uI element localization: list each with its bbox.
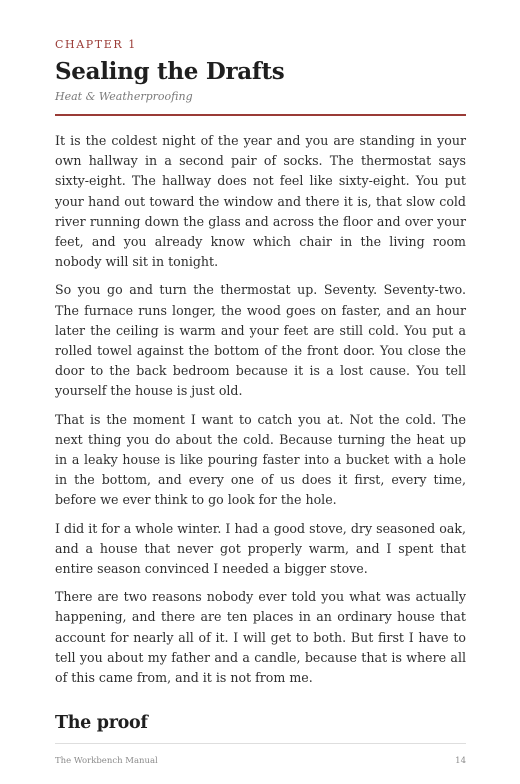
section-divider: [55, 743, 466, 744]
chapter-label: CHAPTER 1: [55, 38, 137, 51]
body-paragraph: I did it for a whole winter. I had a good stove, dry seasoned oak, and a house that never got properly warm, and I spent that entire season convinced I needed a bigger stove.: [55, 520, 466, 577]
chapter-title: Sealing the Drafts: [55, 58, 285, 85]
chapter-body: [55, 131, 466, 688]
body-paragraph: It is the coldest night of the year and you are standing in your own hallway in a second pair of socks. The thermostat says sixty-eight. The hallway does not feel like sixty-eight. You put your hand out toward the window and there it is, that slow cold river running down the glass and across the floor and over your feet, and you already know which chair in the living room nobody will sit in tonight.: [55, 133, 466, 270]
body-paragraph: That is the moment I want to catch you at. Not the cold. The next thing you do about the cold. Because turning the heat up in a leaky house is like pouring faster into a bucket with a hole in the bottom, and every one of us does it first, every time, before we ever think to go look for the hole.: [55, 411, 466, 508]
footer-page-number: 14: [455, 756, 466, 766]
chapter-subtitle: Heat & Weatherproofing: [55, 90, 193, 103]
page-footer: [55, 756, 466, 766]
section-heading: The proof: [55, 713, 148, 734]
body-paragraph: There are two reasons nobody ever told you what was actually happening, and there are ten places in an ordinary house that account for nearly all of it. I will get to both. But first I have to tell you about my father and a candle, because that is where all of this came from, and it is not from me.: [55, 589, 466, 686]
chapter-page: [55, 38, 466, 744]
title-divider: [55, 114, 466, 116]
footer-book-title: The Workbench Manual: [55, 756, 158, 766]
body-paragraph: So you go and turn the thermostat up. Seventy. Seventy-two. The furnace runs longer, the wood goes on faster, and an hour later the ceiling is warm and your feet are still cold. You put a rolled towel against the bottom of the front door. You close the door to the back bedroom because it is a lost cause. You tell yourself the house is just old.: [55, 282, 466, 399]
